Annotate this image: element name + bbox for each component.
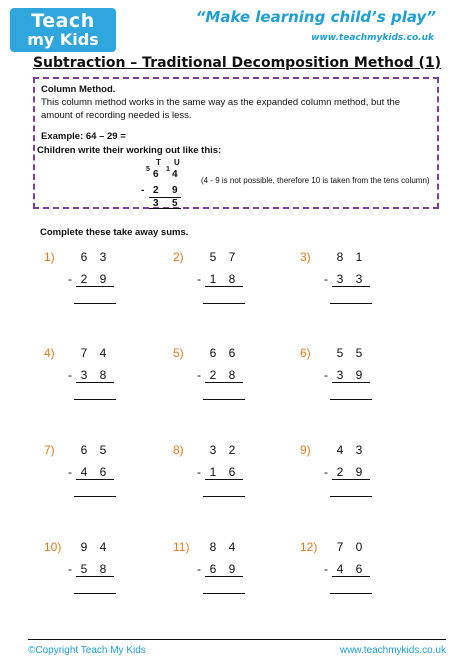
problem-label: 3) (300, 250, 311, 264)
sub-units-digit: 8 (99, 368, 107, 382)
problem-label: 10) (44, 540, 62, 554)
sub-units-digit: 9 (355, 465, 363, 479)
top-units-digit: 5 (355, 346, 363, 360)
footer-copyright: ©Copyright Teach My Kids (28, 645, 146, 656)
sub-units-digit: 8 (228, 368, 236, 382)
sub-units-digit: 6 (355, 562, 363, 576)
slogan: “Make learning child’s play” (195, 8, 436, 26)
info-heading: Column Method. (41, 84, 116, 95)
top-units-digit: 1 (355, 250, 363, 264)
example-top-units: 4 (172, 169, 178, 180)
sub-tens-digit: 3 (336, 272, 344, 286)
problem-label: 2) (173, 250, 184, 264)
minus-sign: - (197, 562, 201, 576)
info-box (33, 77, 439, 209)
sub-tens-digit: 4 (336, 562, 344, 576)
logo (10, 8, 116, 52)
top-tens-digit: 9 (80, 540, 88, 554)
example-res-units: 5 (172, 198, 178, 209)
example-minus: - (141, 185, 145, 196)
subtrahend-underline (332, 286, 370, 287)
answer-line[interactable] (203, 303, 245, 304)
top-units-digit: 6 (228, 346, 236, 360)
top-units-digit: 3 (99, 250, 107, 264)
top-tens-digit: 6 (209, 346, 217, 360)
tens-borrow-sup: 5 (146, 166, 150, 173)
top-tens-digit: 8 (336, 250, 344, 264)
sub-units-digit: 3 (355, 272, 363, 286)
logo-line1: Teach (31, 10, 95, 32)
sub-tens-digit: 4 (80, 465, 88, 479)
sub-tens-digit: 6 (209, 562, 217, 576)
minus-sign: - (68, 272, 72, 286)
top-units-digit: 3 (355, 443, 363, 457)
footer-url[interactable]: www.teachmykids.co.uk (339, 645, 446, 656)
minus-sign: - (197, 272, 201, 286)
example-line-bottom (149, 208, 181, 209)
example-res-tens: 3 (153, 198, 159, 209)
minus-sign: - (68, 562, 72, 576)
subtrahend-underline (76, 286, 114, 287)
top-tens-digit: 4 (336, 443, 344, 457)
sub-units-digit: 8 (99, 562, 107, 576)
answer-line[interactable] (74, 593, 116, 594)
sub-units-digit: 9 (355, 368, 363, 382)
top-tens-digit: 8 (209, 540, 217, 554)
problem-label: 1) (44, 250, 55, 264)
example-line: Example: 64 – 29 = (41, 131, 126, 142)
page-title: Subtraction – Traditional Decomposition Method (1) (32, 55, 442, 71)
top-units-digit: 4 (99, 540, 107, 554)
top-units-digit: 5 (99, 443, 107, 457)
answer-line[interactable] (330, 593, 372, 594)
minus-sign: - (324, 368, 328, 382)
sub-tens-digit: 5 (80, 562, 88, 576)
sub-tens-digit: 2 (209, 368, 217, 382)
answer-line[interactable] (74, 303, 116, 304)
top-units-digit: 7 (228, 250, 236, 264)
subtrahend-underline (332, 479, 370, 480)
sub-units-digit: 9 (99, 272, 107, 286)
answer-line[interactable] (203, 399, 245, 400)
sub-units-digit: 6 (99, 465, 107, 479)
instruction: Complete these take away sums. (40, 227, 189, 238)
top-tens-digit: 5 (336, 346, 344, 360)
subtrahend-underline (205, 576, 243, 577)
sub-tens-digit: 2 (80, 272, 88, 286)
minus-sign: - (197, 368, 201, 382)
problem-label: 5) (173, 346, 184, 360)
problem-label: 11) (173, 540, 190, 554)
example-note: (4 - 9 is not possible, therefore 10 is taken from the tens column) (201, 176, 430, 185)
top-tens-digit: 5 (209, 250, 217, 264)
problem-label: 6) (300, 346, 311, 360)
top-units-digit: 4 (99, 346, 107, 360)
problem-label: 8) (173, 443, 184, 457)
minus-sign: - (68, 465, 72, 479)
top-tens-digit: 7 (80, 346, 88, 360)
sub-units-digit: 8 (228, 272, 236, 286)
header-url[interactable]: www.teachmykids.co.uk (311, 33, 434, 43)
minus-sign: - (324, 272, 328, 286)
example-sub-units: 9 (172, 185, 178, 196)
info-text-line2: amount of recording needed is less. (41, 110, 192, 121)
sub-tens-digit: 3 (336, 368, 344, 382)
subtrahend-underline (332, 382, 370, 383)
subtrahend-underline (76, 382, 114, 383)
minus-sign: - (68, 368, 72, 382)
minus-sign: - (197, 465, 201, 479)
answer-line[interactable] (330, 496, 372, 497)
subtrahend-underline (76, 576, 114, 577)
example-sub-tens: 2 (153, 185, 159, 196)
units-header: U (174, 158, 180, 167)
children-line: Children write their working out like this: (37, 145, 222, 156)
top-units-digit: 4 (228, 540, 236, 554)
subtrahend-underline (205, 382, 243, 383)
sub-units-digit: 6 (228, 465, 236, 479)
minus-sign: - (324, 562, 328, 576)
units-carry-sup: 1 (166, 166, 170, 173)
subtrahend-underline (205, 286, 243, 287)
answer-line[interactable] (74, 496, 116, 497)
info-text-line1: This column method works in the same way as the expanded column method, but the (41, 97, 401, 108)
top-tens-digit: 3 (209, 443, 217, 457)
sub-units-digit: 9 (228, 562, 236, 576)
subtrahend-underline (332, 576, 370, 577)
logo-line2: my Kids (27, 30, 99, 49)
problem-label: 12) (300, 540, 318, 554)
minus-sign: - (324, 465, 328, 479)
example-top-tens: 6 (153, 169, 159, 180)
subtrahend-underline (76, 479, 114, 480)
top-tens-digit: 7 (336, 540, 344, 554)
answer-line[interactable] (330, 399, 372, 400)
tens-header: T (156, 158, 161, 167)
problem-label: 7) (44, 443, 55, 457)
sub-tens-digit: 3 (80, 368, 88, 382)
answer-line[interactable] (74, 399, 116, 400)
answer-line[interactable] (330, 303, 372, 304)
sub-tens-digit: 1 (209, 272, 217, 286)
problem-label: 4) (44, 346, 55, 360)
answer-line[interactable] (203, 496, 245, 497)
answer-line[interactable] (203, 593, 245, 594)
sub-tens-digit: 2 (336, 465, 344, 479)
footer-divider (28, 639, 446, 640)
top-tens-digit: 6 (80, 250, 88, 264)
top-tens-digit: 6 (80, 443, 88, 457)
top-units-digit: 2 (228, 443, 236, 457)
subtrahend-underline (205, 479, 243, 480)
sub-tens-digit: 1 (209, 465, 217, 479)
top-units-digit: 0 (355, 540, 363, 554)
problem-label: 9) (300, 443, 311, 457)
